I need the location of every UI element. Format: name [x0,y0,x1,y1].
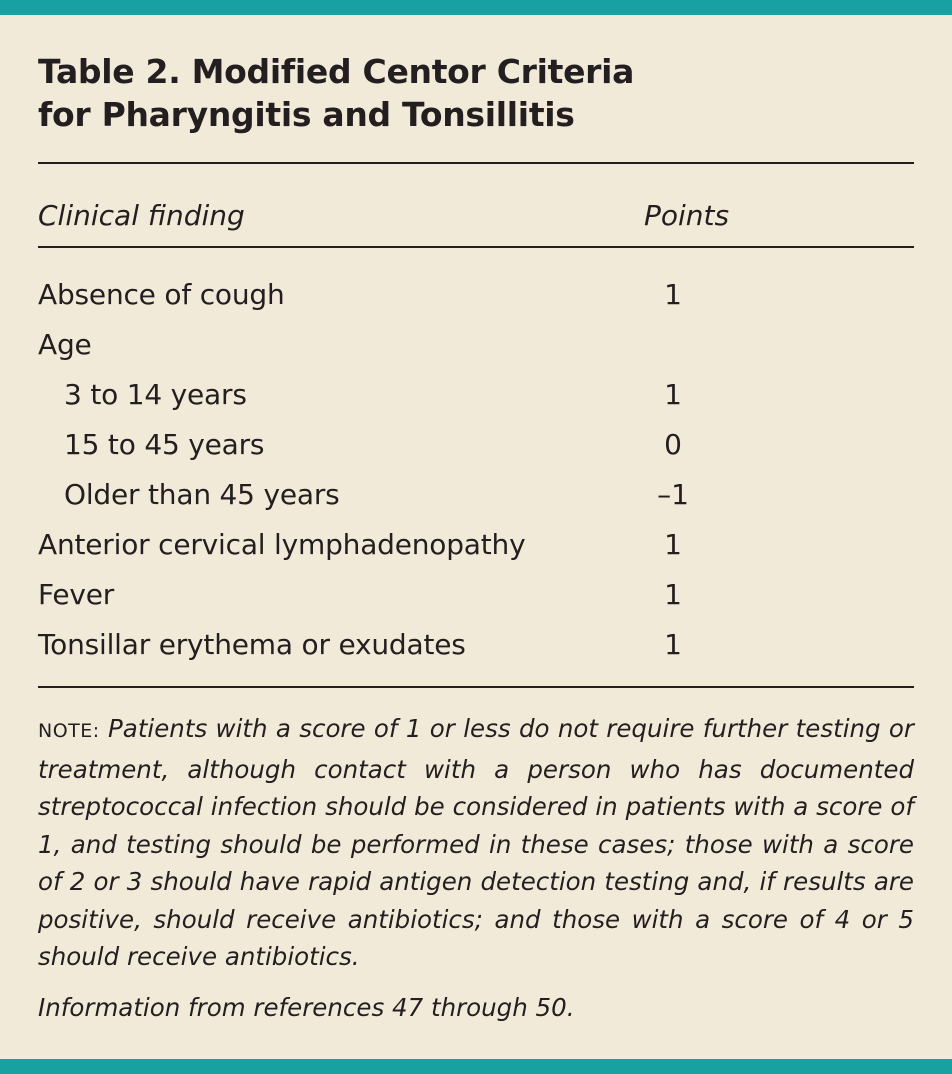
column-header-clinical-finding: Clinical finding [38,199,245,232]
row-points: 0 [664,428,682,461]
table-row [38,523,914,573]
row-label: Fever [38,578,115,611]
row-label: Older than 45 years [64,478,340,511]
row-points: 1 [664,528,682,561]
header-bottom-rule [38,246,914,248]
row-label: 3 to 14 years [64,378,247,411]
table-title-line-2: for Pharyngitis and Tonsillitis [38,95,575,134]
row-points: 1 [664,378,682,411]
table-row [38,423,914,473]
row-label: Anterior cervical lymphadenopathy [38,528,526,561]
table-row [38,473,914,523]
row-label: Age [38,328,92,361]
note-text: Patients with a score of 1 or less do not require further testing or treatment, although contact with a person who has documented streptococcal infection should be considered in patients with a score of 1, and testing should be performed in these cases; those with a score of 2 or 3 should have rapid antigen detection testing and, if results are positive, should receive antibiotics; and those with a score of 4 or 5 should receive antibiotics. [38,714,914,971]
note-label: NOTE: [38,720,100,742]
table-row [38,623,914,673]
table-title [38,50,918,136]
row-label: Absence of cough [38,278,285,311]
header-top-rule [38,162,914,164]
table-note [38,710,914,976]
table-row [38,273,914,323]
top-accent-bar [0,0,952,15]
table-bottom-rule [38,686,914,688]
row-label: Tonsillar erythema or exudates [38,628,466,661]
criteria-table-body [38,273,914,673]
row-points: 1 [664,628,682,661]
row-points: –1 [657,478,689,511]
table-row [38,373,914,423]
row-label: 15 to 45 years [64,428,265,461]
row-points: 1 [664,578,682,611]
bottom-accent-bar [0,1059,952,1074]
table-row [38,573,914,623]
table-row [38,323,914,373]
column-header-points: Points [644,199,730,232]
table-title-line-1: Table 2. Modified Centor Criteria [38,52,635,91]
row-points: 1 [664,278,682,311]
source-citation: Information from references 47 through 50. [38,993,575,1022]
